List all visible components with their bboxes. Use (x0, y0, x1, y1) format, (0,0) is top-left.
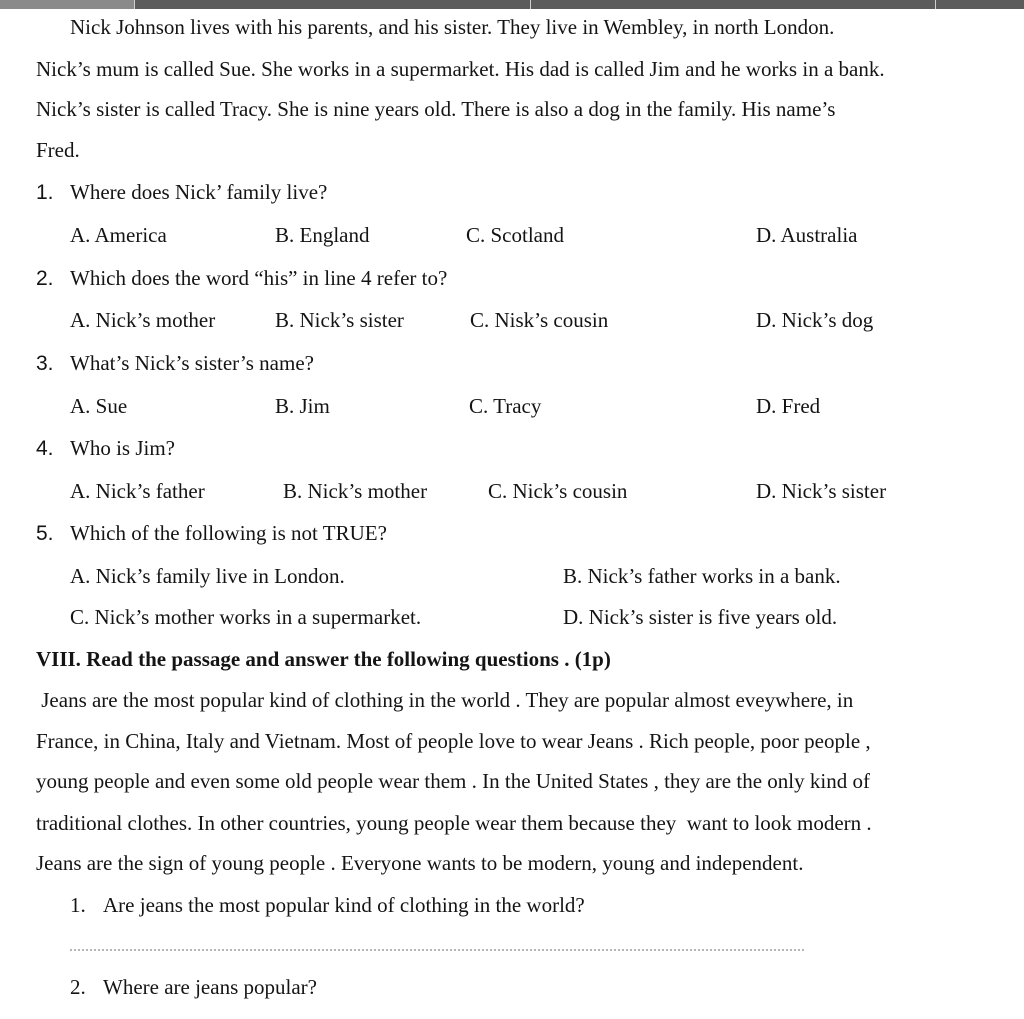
top-edge-bar-divider (530, 0, 531, 9)
question-1-option-d[interactable]: D. Australia (756, 223, 858, 247)
question-5-option-a[interactable]: A. Nick’s family live in London. (70, 564, 345, 588)
question-4-option-a[interactable]: A. Nick’s father (70, 479, 205, 503)
question-2-option-b[interactable]: B. Nick’s sister (275, 308, 404, 332)
question-5-option-b[interactable]: B. Nick’s father works in a bank. (563, 564, 841, 588)
section-8-heading: VIII. Read the passage and answer the following questions . (1p) (36, 647, 611, 671)
question-3-text: What’s Nick’s sister’s name? (70, 351, 314, 375)
section-8-passage-line-4: traditional clothes. In other countries, young people wear them because they want to look modern . (36, 811, 872, 835)
question-2-text: Which does the word “his” in line 4 refer to? (70, 266, 448, 290)
section-8-question-2-text: Where are jeans popular? (103, 975, 317, 999)
question-4-option-b[interactable]: B. Nick’s mother (283, 479, 428, 503)
question-2-option-d[interactable]: D. Nick’s dog (756, 308, 874, 332)
question-3-option-d[interactable]: D. Fred (756, 394, 821, 418)
question-5-number: 5. (36, 522, 54, 545)
question-1-number: 1. (36, 181, 54, 204)
section-8-passage-line-2: France, in China, Italy and Vietnam. Most of people love to wear Jeans . Rich people, poor people , (36, 729, 871, 753)
question-5-option-d[interactable]: D. Nick’s sister is five years old. (563, 605, 838, 629)
question-4-option-d[interactable]: D. Nick’s sister (756, 479, 887, 503)
question-1-option-c[interactable]: C. Scotland (466, 223, 564, 247)
question-3-option-b[interactable]: B. Jim (275, 394, 330, 418)
section-8-passage-line-3: young people and even some old people wear them . In the United States , they are the only kind of (36, 769, 870, 793)
question-5-text: Which of the following is not TRUE? (70, 521, 387, 545)
question-4-text: Who is Jim? (70, 436, 175, 460)
question-3-number: 3. (36, 352, 54, 375)
top-edge-bar-light (0, 0, 134, 9)
question-2-option-c[interactable]: C. Nisk’s cousin (470, 308, 609, 332)
top-edge-bar-divider (935, 0, 936, 9)
answer-line[interactable] (70, 949, 804, 951)
question-4-number: 4. (36, 437, 54, 460)
section-8-passage-line-5: Jeans are the sign of young people . Everyone wants to be modern, young and independent. (36, 851, 804, 875)
passage1-line-3: Nick’s sister is called Tracy. She is nine years old. There is also a dog in the family. His name’s (36, 97, 836, 121)
question-3-option-a[interactable]: A. Sue (70, 394, 128, 418)
section-8-question-2-number: 2. (70, 975, 86, 999)
top-edge-bar (0, 0, 1024, 9)
question-2-option-a[interactable]: A. Nick’s mother (70, 308, 216, 332)
section-8-question-1-text: Are jeans the most popular kind of clothing in the world? (103, 893, 585, 917)
question-1-option-a[interactable]: A. America (70, 223, 167, 247)
passage1-line-4: Fred. (36, 138, 80, 162)
section-8-passage-line-1: Jeans are the most popular kind of clothing in the world . They are popular almost eveywhere, in (36, 688, 854, 712)
question-1-option-b[interactable]: B. England (275, 223, 370, 247)
top-edge-bar-divider (134, 0, 135, 9)
question-1-text: Where does Nick’ family live? (70, 180, 328, 204)
question-5-option-c[interactable]: C. Nick’s mother works in a supermarket. (70, 605, 422, 629)
passage1-line-1: Nick Johnson lives with his parents, and his sister. They live in Wembley, in north London. (70, 15, 835, 39)
question-4-option-c[interactable]: C. Nick’s cousin (488, 479, 628, 503)
section-8-question-1-number: 1. (70, 893, 86, 917)
question-2-number: 2. (36, 267, 54, 290)
passage1-line-2: Nick’s mum is called Sue. She works in a supermarket. His dad is called Jim and he works in a bank. (36, 57, 885, 81)
question-3-option-c[interactable]: C. Tracy (469, 394, 542, 418)
